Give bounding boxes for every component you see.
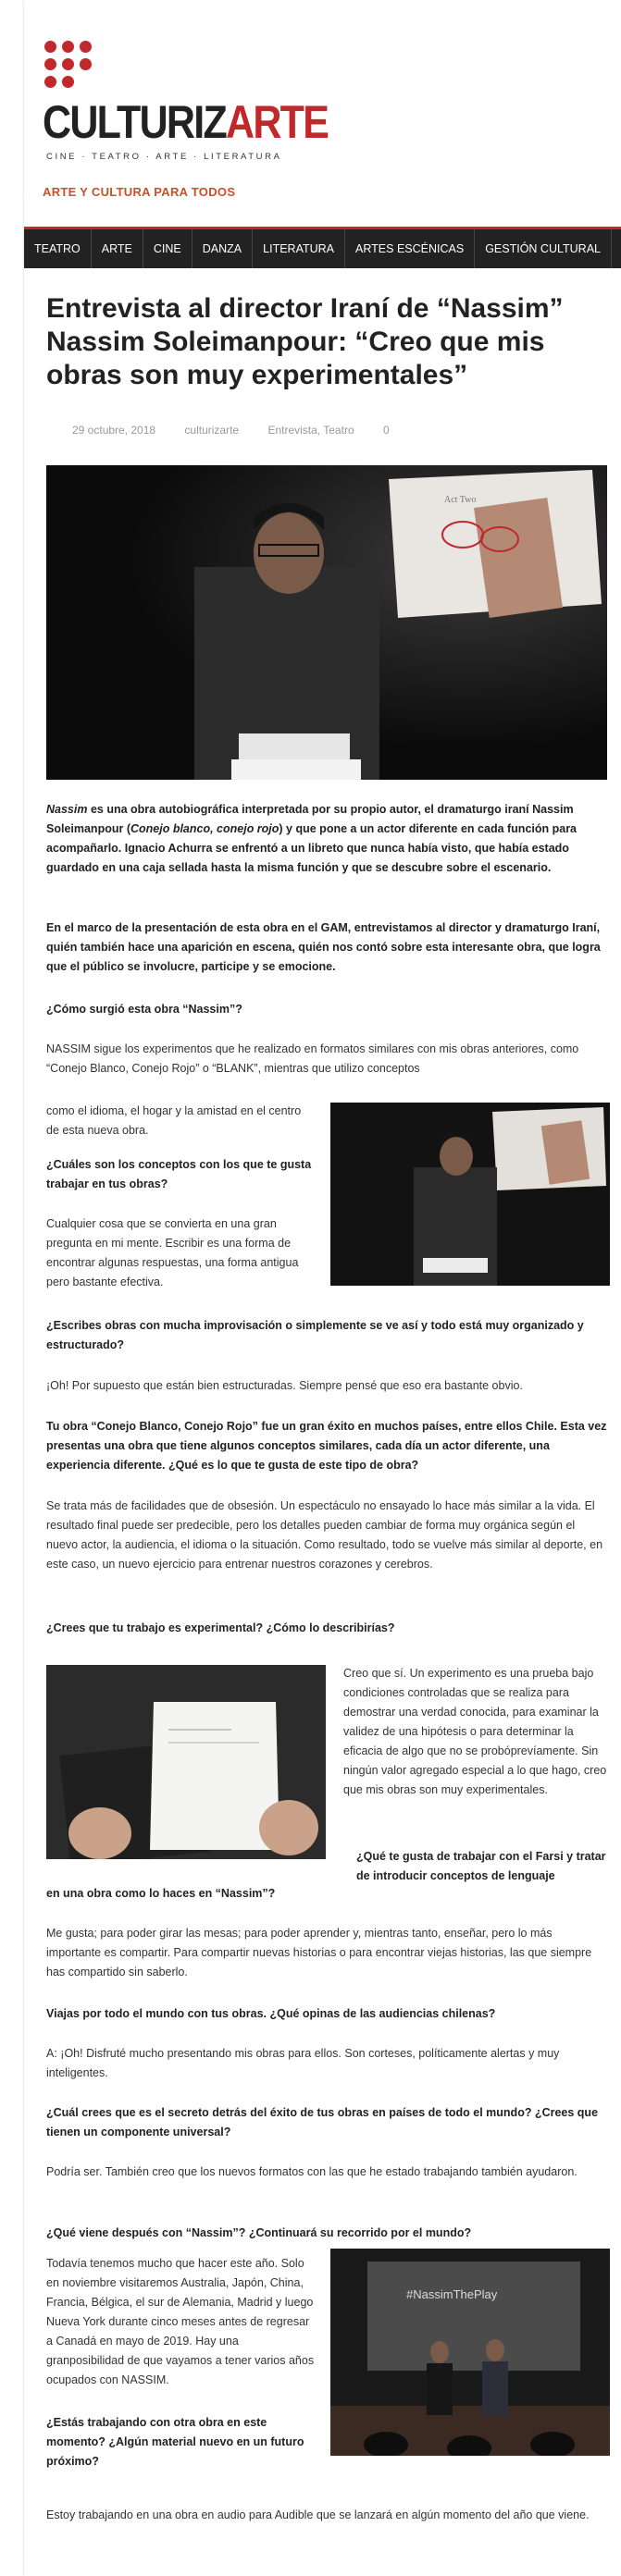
question-6-part-2: en una obra como lo haces en “Nassim”? — [46, 1887, 276, 1900]
answer-3: ¡Oh! Por supuesto que están bien estructuradas. Siempre pensé que eso era bastante obvio. — [46, 1379, 523, 1392]
question-1: ¿Cómo surgió esta obra “Nassim”? — [46, 1003, 242, 1016]
site-logo[interactable] — [43, 96, 328, 148]
logo-text-red: ARTE — [226, 96, 329, 148]
article-comments-count[interactable]: 0 — [382, 424, 390, 437]
question-9: ¿Qué viene después con “Nassim”? ¿Continuará su recorrido por el mundo? — [46, 2226, 472, 2239]
article-title: Entrevista al director Iraní de “Nassim” Nassim Soleimanpour: “Creo que mis obras son muy experimentales” — [46, 293, 564, 390]
article-date: 29 octubre, 2018 — [72, 424, 156, 437]
answer-5: Creo que sí. Un experimento es una prueba bajo condiciones controladas que se realiza para demostrar una verdad conocida, para examinar la validez de una hipótesis o para determinar la eficacia de algo que no se probóprevíamente. Sin ningún valor agregado especial a lo que hago, creo que mis obras son muy experimentales. — [343, 1667, 607, 1796]
answer-9: Todavía tenemos mucho que hacer este año. Solo en noviembre visitaremos Australia, Japón, China, Francia, Bélgica, el sur de Alemania, Madrid y luego Nueva York durante cinco meses antes de regresar a Canadá en mayo de 2019. Hay una granposibilidad de que vayamos a tener varios años ocupados con NASSIM. — [46, 2257, 315, 2386]
performer-photo — [330, 1103, 610, 1286]
nav-item-gestion-cultural[interactable]: GESTIÓN CULTURAL — [475, 229, 612, 268]
question-2: ¿Cuáles son los conceptos con los que te gusta trabajar en tus obras? — [46, 1158, 312, 1190]
main-nav — [24, 227, 621, 268]
answer-1-continued: como el idioma, el hogar y la amistad en el centro de esta nueva obra. — [46, 1104, 302, 1137]
question-5: ¿Crees que tu trabajo es experimental? ¿Cómo lo describirías? — [46, 1621, 395, 1634]
question-7: Viajas por todo el mundo con tus obras. ¿Qué opinas de las audiencias chilenas? — [46, 2007, 496, 2020]
question-8: ¿Cuál crees que es el secreto detrás del éxito de tus obras en países de todo el mundo? ¿Crees que tienen un componente universal? — [46, 2106, 599, 2138]
nav-item-teatro[interactable]: TEATRO — [24, 229, 92, 268]
nav-item-arte[interactable]: ARTE — [92, 229, 143, 268]
article-categories[interactable]: Entrevista, Teatro — [267, 424, 354, 437]
question-6-part-1: ¿Qué te gusta de trabajar con el Farsi y tratar de introducir conceptos de lenguaje — [356, 1850, 606, 1882]
nav-item-danza[interactable]: DANZA — [193, 229, 253, 268]
hero-photo-illustration — [46, 465, 607, 780]
nav-item-cine[interactable]: CINE — [143, 229, 193, 268]
stage-photo — [330, 2249, 610, 2456]
context-paragraph: En el marco de la presentación de esta obra en el GAM, entrevistamos al director y dramaturgo Iraní, quién también hace una aparición en escena, quién nos contó sobre esta interesante obra, que logra que el público se involucre, participe y se emocione. — [46, 921, 601, 973]
question-3: ¿Escribes obras con mucha improvisación o simplemente se ve así y todo está muy organizado y estructurado? — [46, 1319, 584, 1351]
article-meta — [72, 424, 416, 437]
question-4: Tu obra “Conejo Blanco, Conejo Rojo” fue un gran éxito en muchos países, entre ellos Chile. Esta vez presentas una obra que tiene algunos conceptos similares, cada día un actor diferente, una experiencia diferente. ¿Qué es lo que te gusta de este tipo de obra? — [46, 1420, 607, 1472]
logo-text-dark: CULTURIZ — [43, 96, 227, 148]
logo-dots-icon[interactable] — [44, 41, 102, 94]
intro-play-name: Nassim — [46, 803, 88, 816]
answer-1: NASSIM sigue los experimentos que he realizado en formatos similares con mis obras anteriores, como “Conejo Blanco, Conejo Rojo” o “BLANK”, mientras que utilizo conceptos — [46, 1042, 579, 1075]
logo-subtitle: CINE · TEATRO · ARTE · LITERATURA — [46, 152, 282, 162]
answer-7: A: ¡Oh! Disfruté mucho presentando mis obras para ellos. Son corteses, políticamente alertas y muy inteligentes. — [46, 2047, 560, 2079]
intro-paragraph — [46, 800, 607, 878]
nav-item-artes-escenicas[interactable]: ARTES ESCÉNICAS — [345, 229, 475, 268]
script-page-illustration — [46, 1665, 326, 1859]
question-10: ¿Estás trabajando con otra obra en este momento? ¿Algún material nuevo en un futuro próximo? — [46, 2416, 304, 2468]
intro-text-a: es una obra autobiográfica interpretada por su propio autor, el dramaturgo iraní Nassim Soleimanpour ( — [46, 803, 574, 835]
stage-photo-illustration — [330, 2249, 610, 2456]
answer-6: Me gusta; para poder girar las mesas; para poder aprender y, mientras tanto, enseñar, pero lo más importante es compartir. Para compartir nuevas historias o para encontrar viejas historias, las que siempre has compartido sin saberlo. — [46, 1927, 592, 1978]
site-tagline: ARTE Y CULTURA PARA TODOS — [43, 185, 236, 199]
hero-photo — [46, 465, 607, 780]
answer-4: Se trata más de facilidades que de obsesión. Un espectáculo no ensayado lo hace más similar a la vida. El resultado final puede ser predecible, pero los detalles pueden cambiar de forma muy orgánica según el nuevo actor, la audiencia, el idioma o la situación. Como resultado, todo se vuelve más similar al deporte, en este caso, un nuevo ejercicio para entrenar nuestros corazones y cerebros. — [46, 1499, 603, 1571]
answer-8: Podría ser. También creo que los nuevos formatos con las que he estado trabajando también ayudaron. — [46, 2165, 578, 2178]
intro-play-ref: Conejo blanco, conejo rojo — [130, 822, 279, 835]
article-author[interactable]: culturizarte — [184, 424, 240, 437]
intro-text-b: ) y que pone a un actor diferente en cada función para acompañarlo. Ignacio Achurra se enfrentó a un libreto que nunca había visto, que había estado guardado en una caja sellada hasta la misma función y que se descubre sobre el escenario. — [46, 822, 578, 874]
stage-hashtag: #NassimThePlay — [406, 2287, 498, 2301]
performer-photo-illustration — [330, 1103, 610, 1286]
answer-10: Estoy trabajando en una obra en audio para Audible que se lanzará en algún momento del año que viene. — [46, 2508, 590, 2521]
answer-2: Cualquier cosa que se convierta en una gran pregunta en mi mente. Escribir es una forma de encontrar algunas respuestas, una forma antigua pero bastante efectiva. — [46, 1217, 299, 1288]
nav-item-literatura[interactable]: LITERATURA — [253, 229, 345, 268]
script-page-photo — [46, 1665, 326, 1859]
screen-text: Act Two — [444, 495, 477, 505]
